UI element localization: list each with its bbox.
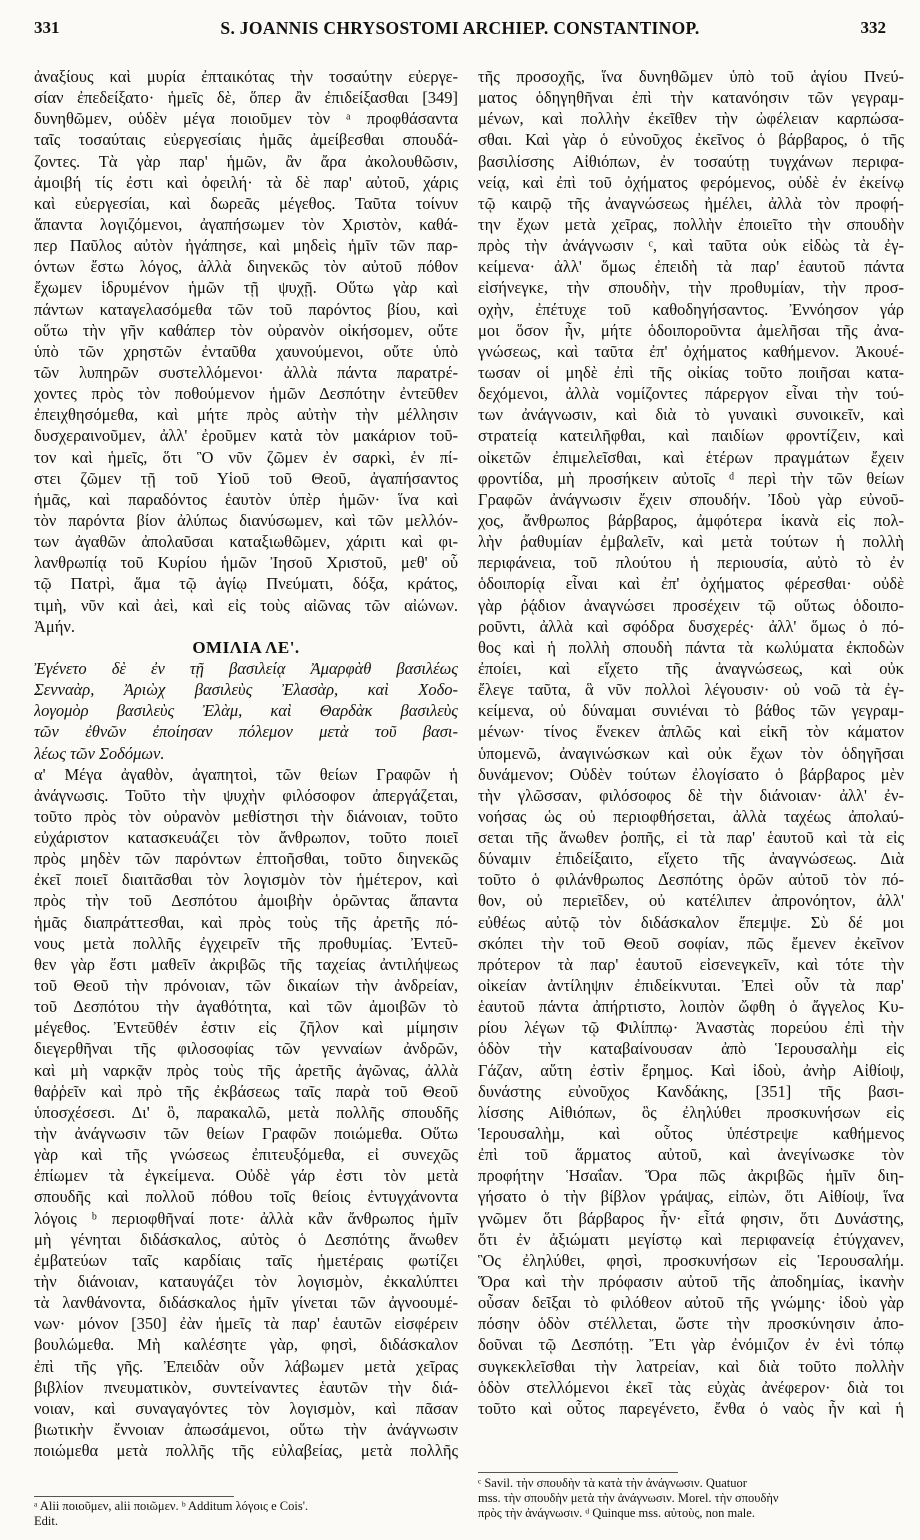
text-line: ἀνάγνωσις. Τοῦτο τὴν ψυχὴν φιλόσοφον ἀπεργάζεται, (34, 785, 458, 805)
scripture-heading-line: Ἐγένετο δὲ ἐν τῇ βασιλείᾳ Ἀμαρφὰθ βασιλέως (34, 658, 458, 678)
text-line: τῷ Πατρὶ, ἅμα τῷ ἁγίῳ Πνεύματι, δόξα, κράτος, (34, 574, 458, 594)
text-line: ὅτι ἐν ἀξιώματι μεγίστῳ καὶ περιφανείᾳ ἐτύγχανεν, (478, 1229, 904, 1249)
footnotes-right (478, 1476, 904, 1521)
text-line: θαῤῥεῖν καὶ πρὸ τῆς ἐκβάσεως ταῖς παρὰ τοῦ Θεοῦ (34, 1081, 458, 1101)
text-line: βιωτικὴν ἔννοιαν ἀπωσάμενοι, οὕτω τὴν ἀνάγνωσιν (34, 1420, 458, 1439)
text-line: γὰρ ῥᾴδιον ἀναγνώσει προσέχειν τῷ οὕτως ὁδοιπο- (478, 595, 904, 615)
text-line: νοιαν, καὶ συναγαγόντες τὸν λογισμὸν, καὶ πᾶσαν (34, 1398, 458, 1418)
text-line: τιμὴ, νῦν καὶ ἀεὶ, καὶ εἰς τοὺς αἰῶνας τῶν αἰώνων. (34, 595, 458, 615)
text-line: ὑπὸ τῶν χρηστῶν ἐνταῦθα χαυνούμενοι, οὔτε ὑπὸ (34, 341, 458, 361)
text-line: περ Παῦλος αὐτὸν ἠγάπησε, καὶ μηδεὶς ἡμῖν τῶν παρ- (34, 236, 458, 256)
text-line: δυνάμενον; Οὐδὲν τούτων ἐλογίσατο ὁ βάρβαρος μὲν (478, 764, 904, 784)
text-line: μὴ γένηται διδάσκαλος, αὐτὸς ὁ Δεσπότης ἄνωθεν (34, 1229, 458, 1249)
scripture-heading-line: τῶν ἐθνῶν ἐποίησαν πόλεμον μετὰ τοῦ βασι- (34, 722, 458, 742)
right-text-column (478, 66, 904, 1419)
text-line: τῷ καιρῷ τῆς ἀναγνώσεως ἠμέλει, ἀλλὰ τὸν προφή- (478, 193, 904, 213)
text-line: κείμενα· ἀλλ' ὅμως ἐπειδὴ τὰ παρ' ἑαυτοῦ πάντα (478, 257, 904, 277)
text-line: δύναμιν ἐπιδείξαιτο, εἴχετο τῆς ἀναγνώσεως. Διὰ (478, 849, 904, 869)
text-line: ἡμᾶς διαπράττεσθαι, καὶ πρὸς τοὺς τῆς ἀρετῆς πό- (34, 912, 458, 932)
text-line: ἡμᾶς, καὶ παραδόντος ἑαυτὸν ὑπὲρ ἡμῶν· ἵνα καὶ (34, 489, 458, 509)
text-line: συγκεκλεῖσθαι τὴν λατρείαν, καὶ διὰ τοῦτο πολλὴν (478, 1356, 904, 1376)
text-line: γνώσεως, καὶ ταῦτα ἐπ' ὀχήματος καθήμενον. Ἀκουέ- (478, 341, 904, 361)
footnote-rule-left (34, 1496, 234, 1497)
text-line: ὁδοιπορίᾳ εἶναι καὶ ἐπ' ὀχήματος φέρεσθαι· οὐδὲ (478, 574, 904, 594)
text-line: μένων, καὶ πολλὴν ἐκεῖθεν τὴν ὠφέλειαν καρπώσα- (478, 109, 904, 129)
text-line: ἀναξίους καὶ μυρία ἐπταικότας τὴν τοσαύτην εὐεργε- (34, 67, 458, 86)
text-line: βιβλίον πνευματικὸν, συντείναντες ἑαυτῶν τὴν διά- (34, 1377, 458, 1397)
text-line: ζοντες. Τὰ γὰρ παρ' ἡμῶν, ἂν ἄρα ἀκολουθῶσιν, (34, 151, 458, 171)
text-line: Γραφῶν ἀνάγνωσιν ἔχειν σπουδήν. Ἰδοὺ γὰρ εὐνοῦ- (478, 489, 904, 509)
text-line: λανθρωπίᾳ τοῦ Κυρίου ἡμῶν Ἰησοῦ Χριστοῦ, μεθ' οὗ (34, 553, 458, 573)
text-line: ἐπίωμεν τὰ ἐγκείμενα. Οὐδὲ γάρ ἐστι τὸν μετὰ (34, 1166, 458, 1186)
text-line: ἔχωμεν ἱδρυμένον ἡμῶν τῇ ψυχῇ. Οὕτω γὰρ καὶ (34, 278, 458, 298)
text-line: τοῦτο ὁ φιλάνθρωπος Δεσπότης ὁρῶν αὐτοῦ τὸν πό- (478, 870, 904, 890)
text-line: ὑποσχέσεσι. Δι' ὃ, παρακαλῶ, μετὰ πολλῆς σπουδῆς (34, 1102, 458, 1122)
text-line: σίαν ἐπεδείξατο· ἡμεῖς δὲ, ὅπερ ἂν ἐπιδείξασθαι [349] (34, 88, 458, 108)
text-line: καὶ εὐεργεσίαι, καὶ δωρεᾶς μέγεθος. Ταῦτα τοίνυν (34, 193, 458, 213)
scripture-heading-line: λογομὸρ βασιλεὺς Ἐλὰμ, καὶ Θαρδὰκ βασιλεὺς (34, 701, 458, 721)
text-line: θεν γὰρ ἔστι μαθεῖν ἀκριβῶς τῆς ταχείας ἀντιλήψεως (34, 954, 458, 974)
text-line: προφήτην Ἡσαΐαν. Ὅρα πῶς ἀκριβῶς ἡμῖν διη- (478, 1166, 904, 1186)
text-line: Ὃς ἐληλύθει, φησὶ, προσκυνήσων εἰς Ἱερουσαλήμ. (478, 1250, 904, 1270)
text-line: των ἀγαθῶν ἀπολαῦσαι καταξιωθῶμεν, χάριτι καὶ φι- (34, 532, 458, 552)
text-line: νείᾳ, καὶ ἐπὶ τοῦ ὀχήματος φερόμενος, οὐδὲ ἐν ἐκείνῳ (478, 172, 904, 192)
page-number-right: 332 (860, 18, 886, 37)
text-line: βουλώμεθα. Μὴ καλέσητε γὰρ, φησὶ, διδάσκαλον (34, 1335, 458, 1355)
text-line: α' Μέγα ἀγαθὸν, ἀγαπητοὶ, τῶν θείων Γραφῶν ἡ (34, 764, 458, 784)
text-line: χος, ἄνθρωπος βάρβαρος, ἀμφότερα ἱκανὰ εἰς πολ- (478, 510, 904, 530)
text-line: οὕτω τὴν γῆν καθάπερ τὸν οὐρανὸν οἰκήσομεν, οὔτε (34, 320, 458, 340)
text-line: κείμενα, οὐ δύναμαι συνιέναι τὸ βάθος τῶν γεγραμ- (478, 701, 904, 721)
text-line: διεγερθῆναι τῆς φιλοσοφίας τῶν γενναίων ἀνδρῶν, (34, 1039, 458, 1059)
text-line: μοι ὅσον ἦν, μήτε ὁδοιποροῦντα ἀμελῆσαι τῆς ἀνα- (478, 320, 904, 340)
text-line: νοήσας ὡς οὐ περιοφθήσεται, ἀλλὰ ταχέως ἀπολαύ- (478, 806, 904, 826)
text-line: οχὴν, ἐπέτυχε τοῦ καθοδηγήσαντος. Ἐννόησον γάρ (478, 299, 904, 319)
footnote-line: ᶜ Savil. τὴν σπουδὴν τὰ κατὰ τὴν ἀνάγνωσιν. Quatuor (478, 1476, 747, 1490)
text-line: πρὸς μηδὲν τῶν παρόντων ἐπτοῆσθαι, τοῦτο διηνεκῶς (34, 849, 458, 869)
text-line: θον, οὐ περιεῖδεν, οὐ κατέλιπεν ἀπρονόητον, ἀλλ' (478, 891, 904, 911)
text-line: ταῖς τοσαύταις εὐεργεσίαις ἡμᾶς ἀμείβεσθαι σπουδά- (34, 130, 458, 150)
text-line: πρότερον τὰ παρ' ἑαυτοῦ εἰσενεγκεῖν, καὶ τότε τὴν (478, 954, 904, 974)
running-title: S. JOANNIS CHRYSOSTOMI ARCHIEP. CONSTANTINOP. (220, 17, 700, 38)
text-line: πόσην ὁδὸν στέλλεται, ὥστε τὴν προσκύνησιν ἀπο- (478, 1314, 904, 1334)
text-line: λὴν ῥαθυμίαν ἐμβαλεῖν, καὶ μετὰ τούτων ἡ πολλὴ (478, 532, 904, 552)
text-line: θος καὶ ἡ πολλὴ σπουδὴ πάντα τὰ κωλύματα ἐκποδὼν (478, 637, 904, 657)
text-line: ἅπαντα λογιζόμενοι, ἀγαπήσωμεν τὸν Χριστὸν, καθά- (34, 214, 458, 234)
scripture-heading-line: λέως τῶν Σοδόμων. (34, 743, 165, 763)
text-line: τῆς προσοχῆς, ἵνα δυνηθῶμεν ὑπὸ τοῦ ἁγίου Πνεύ- (478, 67, 904, 86)
text-line: ἐπειχθησόμεθα, καὶ μήτε πρὸς αὐτὴν τὴν μέλλησιν (34, 405, 458, 425)
text-line: ἐπὶ τῆς γῆς. Ἐπειδὰν οὖν λάβωμεν μετὰ χεῖρας (34, 1356, 458, 1376)
text-line: ἀμοιβή τίς ἐστι καὶ ὀφειλή· τὰ δὲ παρ' αὐτοῦ, χάρις (34, 172, 458, 192)
text-line: των ἀνάγνωσιν, καὶ διὰ τὸ γυναικὶ συνοικεῖν, καὶ (478, 405, 904, 425)
text-line: στει ζῶμεν τῇ τοῦ Υἱοῦ τοῦ Θεοῦ, ἀγαπήσαντος (34, 468, 458, 488)
text-line: σκόπει τὴν τοῦ Θεοῦ σοφίαν, πῶς ἔμενεν ἐκεῖνον (478, 933, 904, 953)
text-line: λόγοις ᵇ περιοφθῆναί ποτε· ἀλλὰ κἂν ἄνθρωπος ἡμῖν (34, 1208, 458, 1228)
text-line: νους μετὰ πολλῆς ἐγχειρεῖν τῆς προθυμίας. Ἐντεῦ- (34, 933, 458, 953)
text-line: δοῦναι τῷ Δεσπότῃ. Ἔτι γὰρ ἐνόμιζον ἐν ἑνὶ τόπῳ (478, 1335, 904, 1355)
text-line: οἰκείαν ἀντίληψιν ἐπιδείκνυται. Ἐπεὶ οὖν τὰ παρ' (478, 976, 904, 996)
text-line: ὁδὸν στελλόμενοι ἐκεῖ τὰς εὐχὰς ἀνέφερον· διὰ τοι (478, 1377, 904, 1397)
text-line: τὴν διάνοιαν, καταυγάζει τὸν λογισμὸν, ἐκκαλύπτει (34, 1272, 458, 1292)
text-line: Γάζαν, αὕτη ἐστὶν ἔρημος. Καὶ ἰδοὺ, ἀνὴρ Αἰθίοψ, (478, 1060, 904, 1080)
text-line: βασιλίσσης Αἰθιόπων, ἐν τοσαύτῃ τυγχάνων περιφα- (478, 151, 904, 171)
text-line: τὸν παρόντα βίον ἀλύπως διανύσωμεν, καὶ τῶν μελλόν- (34, 510, 458, 530)
text-line: περιφάνεια, τοῦ πλούτου ἡ περιουσία, αὐτὸ τὸ ἐν (478, 553, 904, 573)
text-line: δυνηθῶμεν, οὐδὲν μέγα ποιοῦμεν τὸν ᵃ προφθάσαντα (34, 109, 458, 129)
text-line: δυσχεραινοῦμεν, ἀλλ' ἐροῦμεν κατὰ τὸν μακάριον τοῦ- (34, 426, 458, 446)
text-line: ὑπομενῶ, ἀναγινώσκων καὶ οὐκ ἔχων τὸν ὁδηγῆσαι (478, 743, 904, 763)
text-line: ροῦντι, ἀλλὰ καὶ σφόδρα δυσχερές· ἀλλ' ὅμως ὁ πό- (478, 616, 904, 636)
text-line: γὰρ καὶ τῆς γνώσεως ἐπιτευξόμεθα, εἰ συνεχῶς (34, 1145, 458, 1165)
text-line: οὖσαν δεῖξαι τὸ φιλόθεον αὐτοῦ τῆς γνώμης· ἰδοὺ γὰρ (478, 1293, 904, 1313)
text-line: τωσαν οἱ μηδὲ ἐπὶ τῆς οἰκίας τοῦτο ποιῆσαι κατα- (478, 362, 904, 382)
text-line: όντων ἔστω λόγος, ἀλλὰ διηνεκῶς τὸν αὐτοῦ πόθον (34, 257, 458, 277)
text-line: την ἔχων μετὰ χεῖρας, πολλὴν ἐποιεῖτο τὴν σπουδὴν (478, 214, 904, 234)
text-line: φροντίδα, μὴ προσήκειν αὐτοῖς ᵈ περὶ τὴν τῶν θείων (478, 468, 904, 488)
footnote-rule-right (478, 1472, 678, 1473)
text-line: εὐθέως αὐτῷ τὸν διδάσκαλον ἔπεμψε. Σὺ δέ μοι (478, 912, 904, 932)
text-line: Ἱερουσαλὴμ, καὶ οὗτος ὑπέστρεψε καθήμενος (478, 1124, 904, 1144)
text-line: τοῦ Δεσπότου τὴν ἀγαθότητα, καὶ τῶν ἀμοιβῶν τὸ (34, 997, 458, 1017)
text-line: πρὸς τὴν τοῦ Δεσπότου ἀμοιβὴν ὁρῶντας ἅπαντα (34, 891, 458, 911)
text-line: σεται τῆς ἄνωθεν ῥοπῆς, εἰ τὰ παρ' ἑαυτοῦ καὶ τὰ εἰς (478, 828, 904, 848)
text-line: πρὸς τὴν ἀνάγνωσιν ᶜ, καὶ ταῦτα οὐκ εἰδὼς τὰ ἐγ- (478, 236, 904, 256)
footnote-line: mss. τὴν σπουδὴν μετὰ τὴν ἀνάγνωσιν. Morel. τὴν σπουδὴν (478, 1491, 779, 1505)
text-line: δεχόμενοι, ἀλλὰ νομίζοντες πάρεργον εἶναι τὴν τού- (478, 384, 904, 404)
text-line: Ὅρα καὶ τὴν πρόφασιν αὐτοῦ τῆς ἀποδημίας, ἱκανὴν (478, 1272, 904, 1292)
text-line: εὐχάριστον κατασκευάζει τὸν ἄνθρωπον, τοῦτο ποιεῖ (34, 828, 458, 848)
text-line: ποιώμεθα μετὰ πολλῆς τῆς εὐλαβείας, μετὰ πολλῆς (34, 1441, 458, 1461)
footnote-line: ᵃ Alii ποιοῦμεν, alii ποιῶμεν. ᵇ Additum λόγοις e Cois'. (34, 1499, 309, 1513)
text-line: δυνάστης εὐνοῦχος Κανδάκης, [351] τῆς βασι- (478, 1081, 904, 1101)
text-line: σπουδῆς καὶ πολλοῦ πόθου τοῖς θείοις ἐντυγχάνοντα (34, 1187, 458, 1207)
text-line: γνῶμεν ὅτι βάρβαρος ἦν· εἶτά φησιν, ὅτι Δυνάστης, (478, 1208, 904, 1228)
text-line: ἐπὶ τοῦ ἅρματος αὐτοῦ, καὶ ἀνεγίνωσκε τὸν (478, 1145, 904, 1165)
text-line: νων· μόνον [350] ἐὰν ἡμεῖς τὰ παρ' ἑαυτῶν εἰσφέρειν (34, 1314, 458, 1334)
text-line: λίσσης Αἰθιόπων, ὃς ἐληλύθει προσκυνήσων εἰς (478, 1102, 904, 1122)
text-line: ἐμβατεύων ταῖς καρδίαις ταῖς ἡμετέραις φωτίζει (34, 1250, 458, 1270)
text-line: μέγεθος. Ἐντεῦθέν ἐστιν εἰς ζῆλον καὶ μίμησιν (34, 1018, 458, 1038)
text-line: τοῦτο πρὸς τὸν οὐρανὸν μεθίστησι τὴν διάνοιαν, τοῦτο (34, 806, 458, 826)
text-line: γήσατο ὁ τὴν βίβλον γράψας, εἰπὼν, ὅτι Αἰθίοψ, ἵνα (478, 1187, 904, 1207)
text-line: χοντες πρὸς τὸν ποθούμενον ἡμῶν Δεσπότην ἐντεῦθεν (34, 384, 458, 404)
text-line: πάντων καταγελασόμεθα τῶν τοῦ παρόντος βίου, καὶ (34, 299, 458, 319)
text-line: καὶ μὴ ναρκᾷν πρὸς τοὺς τῆς ἀρετῆς ἀγῶνας, ἀλλὰ (34, 1060, 458, 1080)
text-line: τοῦ Θεοῦ τὴν πρόνοιαν, τῶν δικαίων τὴν ἀνδρείαν, (34, 976, 458, 996)
footnote-line: πρὸς τὴν ἀνάγνωσιν. ᵈ Quinque mss. αὐτοὺς, non male. (478, 1506, 755, 1520)
running-header (34, 8, 886, 48)
text-line: ἑαυτοῦ πάντα ἀπήρτιστο, λοιπὸν ὤφθη ὁ ἄγγελος Κυ- (478, 997, 904, 1017)
text-line: ἐκεῖ ποιεῖ διαιτᾶσθαι τὸν λογισμὸν τὸν ἡμέτερον, καὶ (34, 870, 458, 890)
left-text-column (34, 66, 458, 1461)
text-line: σθαι. Καὶ γὰρ ὁ εὐνοῦχος ἐκεῖνος ὁ βάρβαρος, ὁ τῆς (478, 130, 904, 150)
text-line: τοῦτο καὶ οὗτος παρεγένετο, ἔνθα ὁ ναὸς ἦν καὶ ἡ (478, 1398, 904, 1418)
text-line: ἐποίει, καὶ εἴχετο τῆς ἀναγνώσεως, καὶ οὐκ (478, 658, 904, 678)
footnotes-left (34, 1499, 458, 1529)
text-line: τὴν γλῶσσαν, φιλόσοφος δὲ τὴν διάνοιαν· ἀλλ' ἐν- (478, 785, 904, 805)
text-line: στρατείᾳ κατειλῆφθαι, καὶ παιδίων φροντίζειν, καὶ (478, 426, 904, 446)
text-line: τὰ λανθάνοντα, διδάσκαλος ἡμῖν γίνεται τῶν ἀγνοουμέ- (34, 1293, 458, 1313)
text-line: εἰσήνεγκε, τὴν σπουδὴν, τὴν προθυμίαν, τὴν προσ- (478, 278, 904, 298)
homily-title: ΟΜΙΛΙΑ ΛΕ'. (192, 637, 300, 657)
text-line: τὴν ἀνάγνωσιν τῶν θείων Γραφῶν ποιώμεθα. Οὕτω (34, 1124, 458, 1144)
scripture-heading-line: Σενναὰρ, Ἀριὼχ βασιλεὺς Ἐλασὰρ, καὶ Χοδο- (34, 680, 458, 700)
text-line: ρίου λέγων τῷ Φιλίππῳ· Ἀναστὰς πορεύου ἐπὶ τὴν (478, 1018, 904, 1038)
page-number-left: 331 (34, 18, 60, 37)
footnote-line: Edit. (34, 1514, 58, 1528)
text-line: ματος ὁδηγηθῆναι ἐπὶ τὴν κατανόησιν τῶν γεγραμ- (478, 88, 904, 108)
text-line: ἔλεγε ταῦτα, ἃ νῦν πολλοὶ λέγουσιν· οὐ νοῶ τὰ ἐγ- (478, 680, 904, 700)
text-line: μένων· τίνος ἕνεκεν ἁπλῶς καὶ εἰκῆ τὸν κάματον (478, 722, 904, 742)
text-line: τον καὶ ἡμεῖς, ὅτι Ὃ νῦν ζῶμεν ἐν σαρκὶ, ἐν πί- (34, 447, 458, 467)
text-line: οἰκετῶν ἐπιμελεῖσθαι, καὶ ἑτέρων πραγμάτων ἔχειν (478, 447, 904, 467)
text-line: τῶν λυπηρῶν συστελλόμενοι· ἀλλὰ πάντα παρατρέ- (34, 362, 458, 382)
text-line: ὁδὸν τὴν καταβαίνουσαν ἀπὸ Ἱερουσαλὴμ εἰς (478, 1039, 904, 1059)
text-line: Ἀμήν. (34, 616, 75, 636)
